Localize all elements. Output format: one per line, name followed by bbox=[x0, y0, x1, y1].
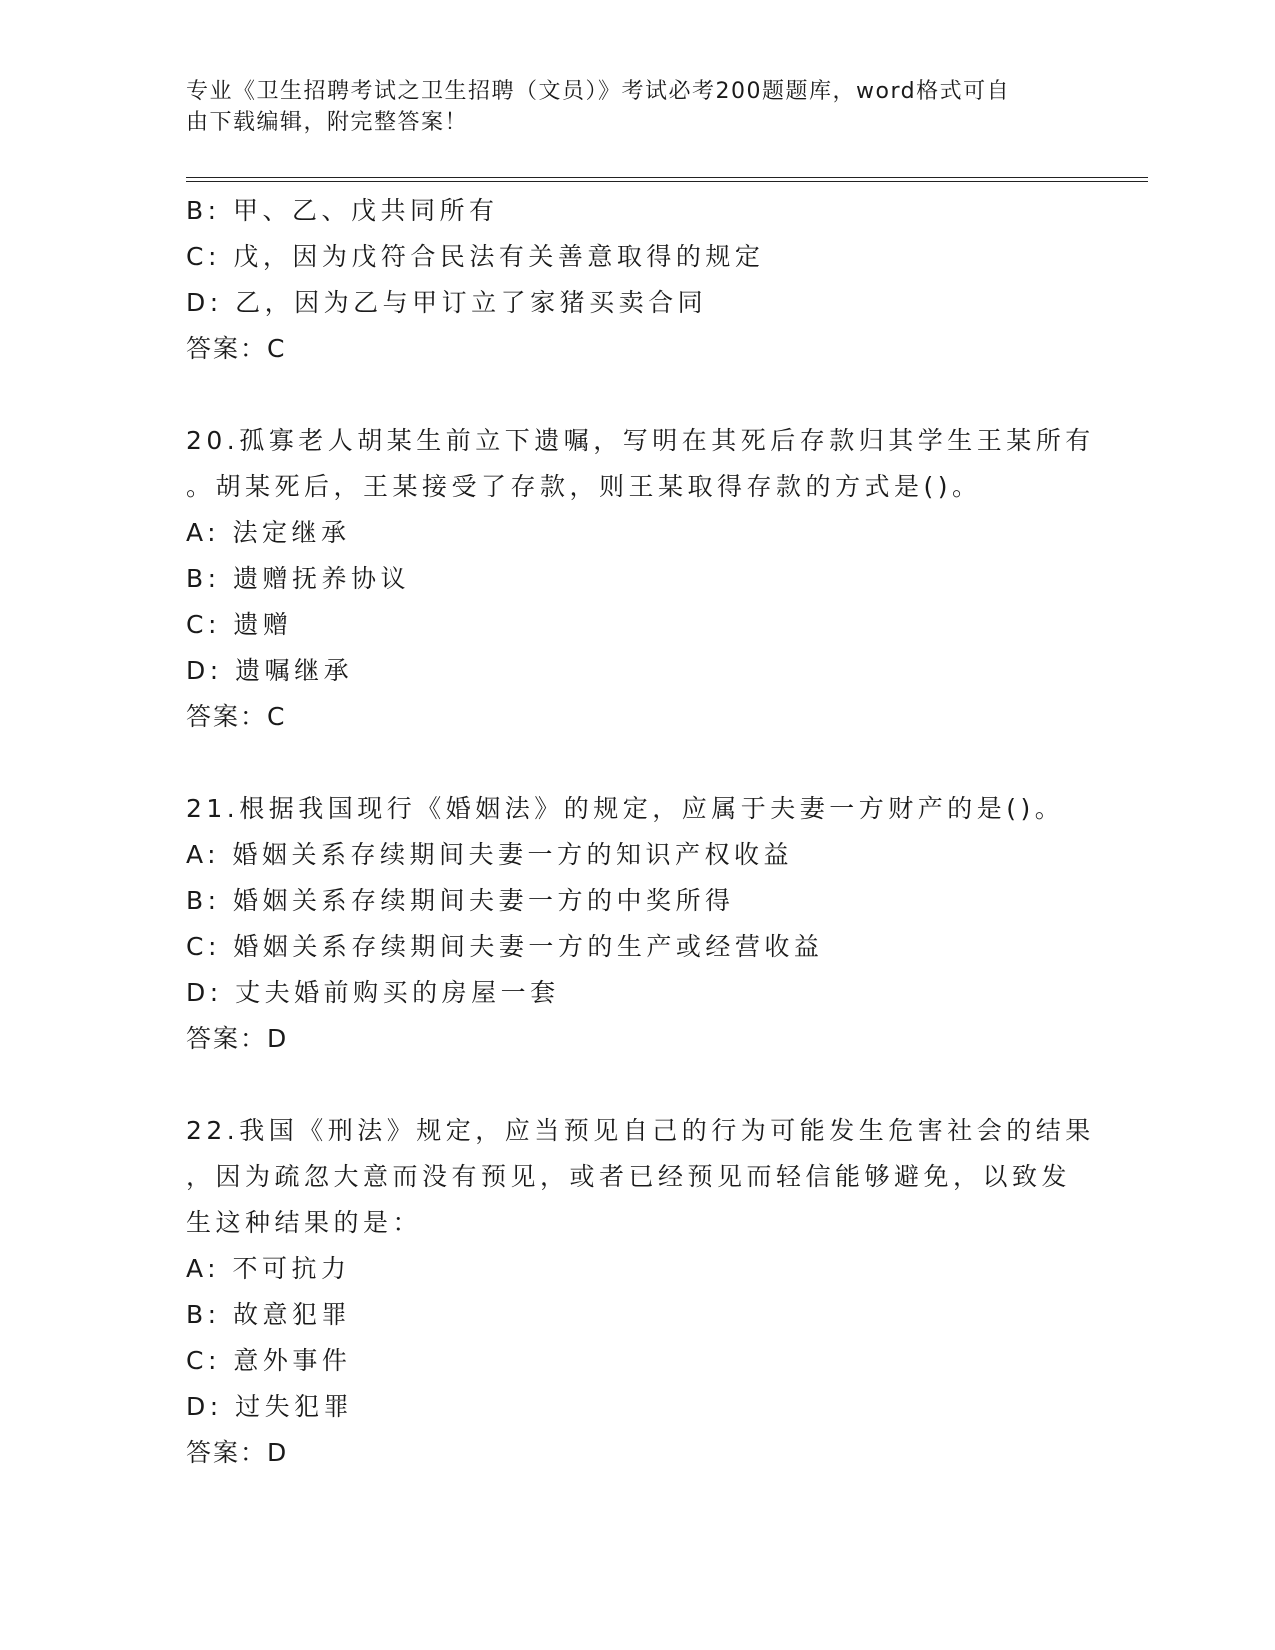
q19-option-b: B: 甲、乙、戊共同所有 bbox=[186, 196, 499, 225]
q22-stem-line-3: 生这种结果的是： bbox=[186, 1208, 423, 1237]
q20-stem-line-2: 。胡某死后，王某接受了存款，则王某取得存款的方式是()。 bbox=[186, 472, 982, 501]
q19-answer: 答案：C bbox=[186, 334, 287, 363]
header-title-line-1: 专业《卫生招聘考试之卫生招聘（文员）》考试必考200题题库，word格式可自 bbox=[186, 79, 1011, 104]
q22-stem-line-2: ，因为疏忽大意而没有预见，或者已经预见而轻信能够避免，以致发 bbox=[186, 1162, 1072, 1191]
q22-option-c: C: 意外事件 bbox=[186, 1346, 352, 1375]
q22-option-d: D: 过失犯罪 bbox=[186, 1392, 354, 1421]
header-divider-bottom bbox=[186, 181, 1148, 182]
q20-option-b: B: 遗赠抚养协议 bbox=[186, 564, 411, 593]
q20-option-a: A: 法定继承 bbox=[186, 518, 351, 547]
q20-stem-line-1: 20.孤寡老人胡某生前立下遗嘱，写明在其死后存款归其学生王某所有 bbox=[186, 426, 1095, 455]
q19-option-d: D: 乙，因为乙与甲订立了家猪买卖合同 bbox=[186, 288, 708, 317]
q21-option-b: B: 婚姻关系存续期间夫妻一方的中奖所得 bbox=[186, 886, 735, 915]
q21-answer: 答案：D bbox=[186, 1024, 289, 1053]
q22-answer: 答案：D bbox=[186, 1438, 289, 1467]
header-title-line-2: 由下载编辑，附完整答案！ bbox=[186, 110, 469, 135]
document-header bbox=[186, 76, 1066, 138]
q21-option-a: A: 婚姻关系存续期间夫妻一方的知识产权收益 bbox=[186, 840, 794, 869]
q19-option-c: C: 戊，因为戊符合民法有关善意取得的规定 bbox=[186, 242, 765, 271]
header-divider-top bbox=[186, 177, 1148, 178]
spacer bbox=[186, 740, 1086, 786]
q20-option-c: C: 遗赠 bbox=[186, 610, 293, 639]
q20-answer: 答案：C bbox=[186, 702, 287, 731]
q22-option-b: B: 故意犯罪 bbox=[186, 1300, 352, 1329]
spacer bbox=[186, 372, 1086, 418]
q22-stem-line-1: 22.我国《刑法》规定，应当预见自己的行为可能发生危害社会的结果 bbox=[186, 1116, 1095, 1145]
question-21 bbox=[186, 786, 1086, 1062]
question-20 bbox=[186, 418, 1095, 740]
spacer bbox=[186, 1062, 1086, 1108]
question-22 bbox=[186, 1108, 1095, 1476]
question-19-tail bbox=[186, 188, 1086, 372]
q22-option-a: A: 不可抗力 bbox=[186, 1254, 351, 1283]
document-body bbox=[186, 188, 1095, 1476]
q21-option-c: C: 婚姻关系存续期间夫妻一方的生产或经营收益 bbox=[186, 932, 824, 961]
q21-stem-line-1: 21.根据我国现行《婚姻法》的规定，应属于夫妻一方财产的是()。 bbox=[186, 794, 1065, 823]
q21-option-d: D: 丈夫婚前购买的房屋一套 bbox=[186, 978, 560, 1007]
q20-option-d: D: 遗嘱继承 bbox=[186, 656, 354, 685]
